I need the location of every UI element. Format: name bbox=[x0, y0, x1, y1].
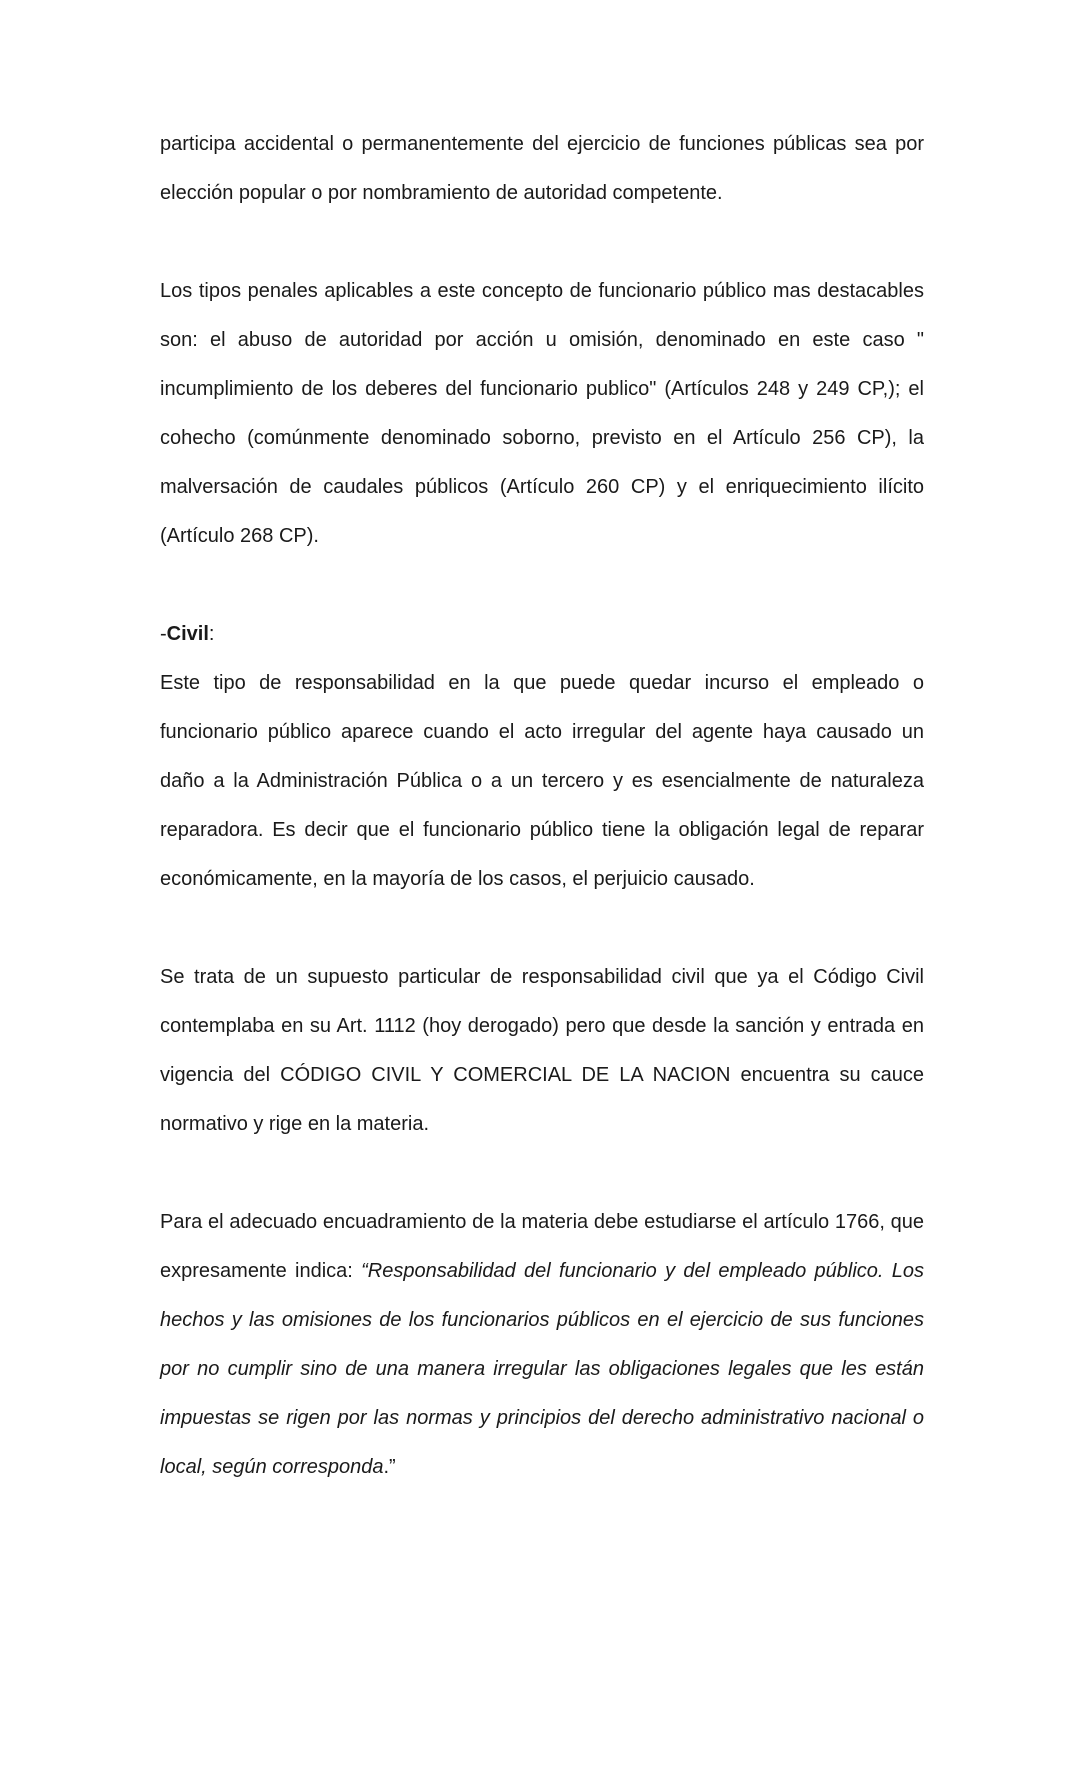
heading-suffix: : bbox=[208, 623, 215, 645]
heading-title: Civil bbox=[166, 623, 209, 645]
article-intro: Para el adecuado encuadramiento de la materia debe estudiarse el artículo 1766, que expresamente indica: bbox=[160, 1211, 924, 1282]
paragraph-article-1766 bbox=[160, 1198, 924, 1492]
paragraph-civil-code: Se trata de un supuesto particular de responsabilidad civil que ya el Código Civil contemplaba en su Art. 1112 (hoy derogado) pero que desde la sanción y entrada en vigencia del CÓDIGO CIVIL Y COMERCIAL DE LA NACION encuentra su cauce normativo y rige en la materia. bbox=[160, 966, 924, 1135]
paragraph-intro-continuation: participa accidental o permanentemente del ejercicio de funciones públicas sea por elección popular o por nombramiento de autoridad competente. bbox=[160, 133, 924, 204]
paragraph-civil-responsibility: Este tipo de responsabilidad en la que puede quedar incurso el empleado o funcionario público aparece cuando el acto irregular del agente haya causado un daño a la Administración Pública o a un tercero y es esencialmente de naturaleza reparadora. Es decir que el funcionario público tiene la obligación legal de reparar económicamente, en la mayoría de los casos, el perjuicio causado. bbox=[160, 672, 924, 890]
heading-prefix: - bbox=[160, 623, 167, 645]
paragraph-penal-types: Los tipos penales aplicables a este concepto de funcionario público mas destacables son: el abuso de autoridad por acción u omisión, denominado en este caso " incumplimiento de los deberes del funcionario publico" (Artículos 248 y 249 CP,); el cohecho (comúnmente denominado soborno, previsto en el Artículo 256 CP), la malversación de caudales públicos (Artículo 260 CP) y el enriquecimiento ilícito (Artículo 268 CP). bbox=[160, 280, 924, 547]
document-page bbox=[160, 120, 924, 1492]
article-quote-end: .” bbox=[383, 1456, 396, 1478]
article-quote: “Responsabilidad del funcionario y del empleado público. Los hechos y las omisiones de los funcionarios públicos en el ejercicio de sus funciones por no cumplir sino de una manera irregular las obligaciones legales que les están impuestas se rigen por las normas y principios del derecho administrativo nacional o local, según corresponda bbox=[160, 1260, 924, 1478]
section-heading-civil bbox=[160, 610, 924, 659]
